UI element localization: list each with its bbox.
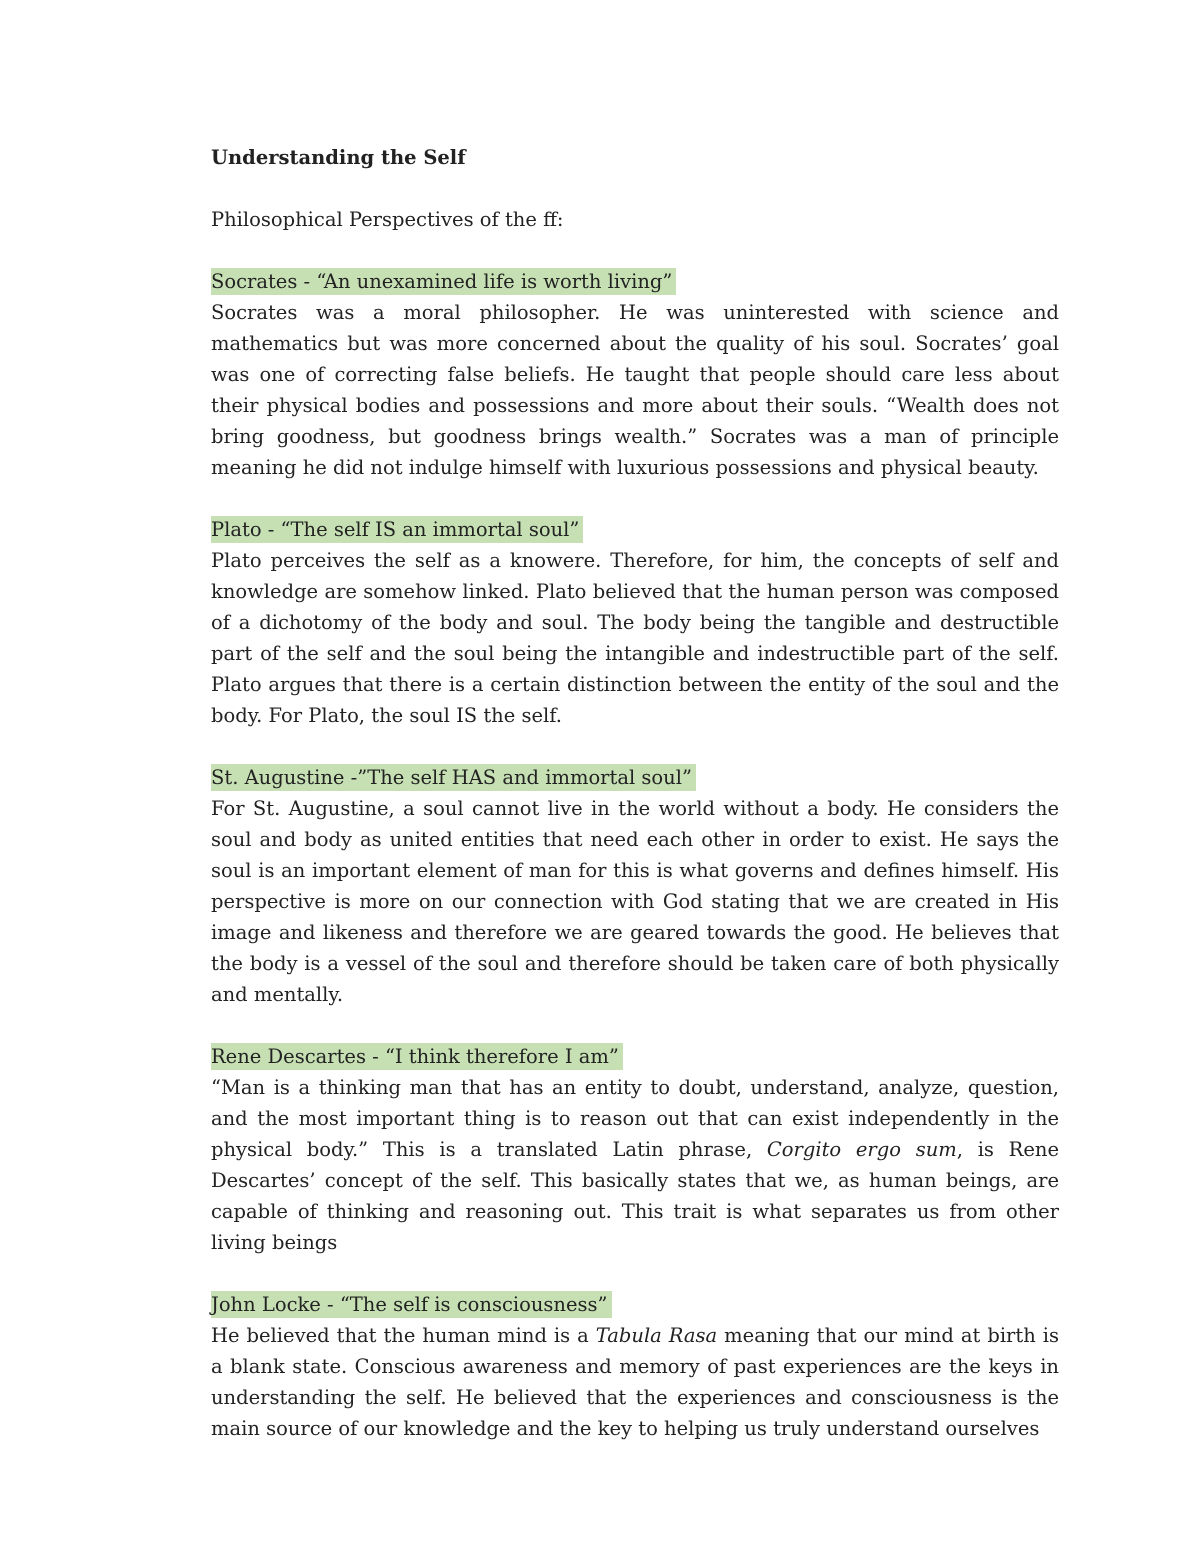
body-text-part: , is Rene Descartes’ concept of the self. This basically states that we, as human beings, are capable of thinking and reasoning out. This trait is what separates us from other living beings xyxy=(211,1138,1059,1254)
section-locke xyxy=(211,1289,1059,1444)
section-descartes xyxy=(211,1041,1059,1258)
document-page xyxy=(211,142,1059,1444)
latin-phrase: Corgito ergo sum xyxy=(766,1138,957,1161)
section-body: Socrates was a moral philosopher. He was uninterested with science and mathematics but was more concerned about the quality of his soul. Socrates’ goal was one of correcting false beliefs. He taught that people should care less about their physical bodies and possessions and more about their souls. “Wealth does not bring goodness, but goodness brings wealth.” Socrates was a man of principle meaning he did not indulge himself with luxurious possessions and physical beauty. xyxy=(211,301,1059,479)
section-plato xyxy=(211,514,1059,731)
section-heading: John Locke - “The self is consciousness” xyxy=(211,1291,612,1318)
section-body: For St. Augustine, a soul cannot live in the world without a body. He considers the soul and body as united entities that need each other in order to exist. He says the soul is an important element of man for this is what governs and defines himself. His perspective is more on our connection with God stating that we are created in His image and likeness and therefore we are geared towards the good. He believes that the body is a vessel of the soul and therefore should be taken care of both physically and mentally. xyxy=(211,797,1059,1006)
document-title: Understanding the Self xyxy=(211,146,466,169)
section-heading: St. Augustine -”The self HAS and immortal soul” xyxy=(211,764,696,791)
section-heading: Rene Descartes - “I think therefore I am” xyxy=(211,1043,623,1070)
section-socrates xyxy=(211,266,1059,483)
body-text-part: meaning that our mind at birth is a blank state. Conscious awareness and memory of past experiences are the keys in understanding the self. He believed that the experiences and consciousness is the main source of our knowledge and the key to helping us truly understand ourselves xyxy=(211,1324,1060,1440)
section-body xyxy=(211,1320,1059,1444)
section-body xyxy=(211,1072,1059,1258)
body-text-part: “Man is a thinking man that has an entity to doubt, understand, analyze, question, and the most important thing is to reason out that can exist independently in the physical body.” This is a translated Latin phrase, xyxy=(211,1076,1059,1161)
section-body: Plato perceives the self as a knowere. Therefore, for him, the concepts of self and knowledge are somehow linked. Plato believed that the human person was composed of a dichotomy of the body and soul. The body being the tangible and destructible part of the self and the soul being the intangible and indestructible part of the self. Plato argues that there is a certain distinction between the entity of the soul and the body. For Plato, the soul IS the self. xyxy=(211,549,1059,727)
section-augustine xyxy=(211,762,1059,1010)
latin-phrase: Tabula Rasa xyxy=(595,1324,718,1347)
body-text-part: He believed that the human mind is a xyxy=(211,1324,596,1347)
section-heading: Socrates - “An unexamined life is worth living” xyxy=(211,268,676,295)
document-subtitle: Philosophical Perspectives of the ff: xyxy=(211,208,564,231)
section-heading: Plato - “The self IS an immortal soul” xyxy=(211,516,583,543)
